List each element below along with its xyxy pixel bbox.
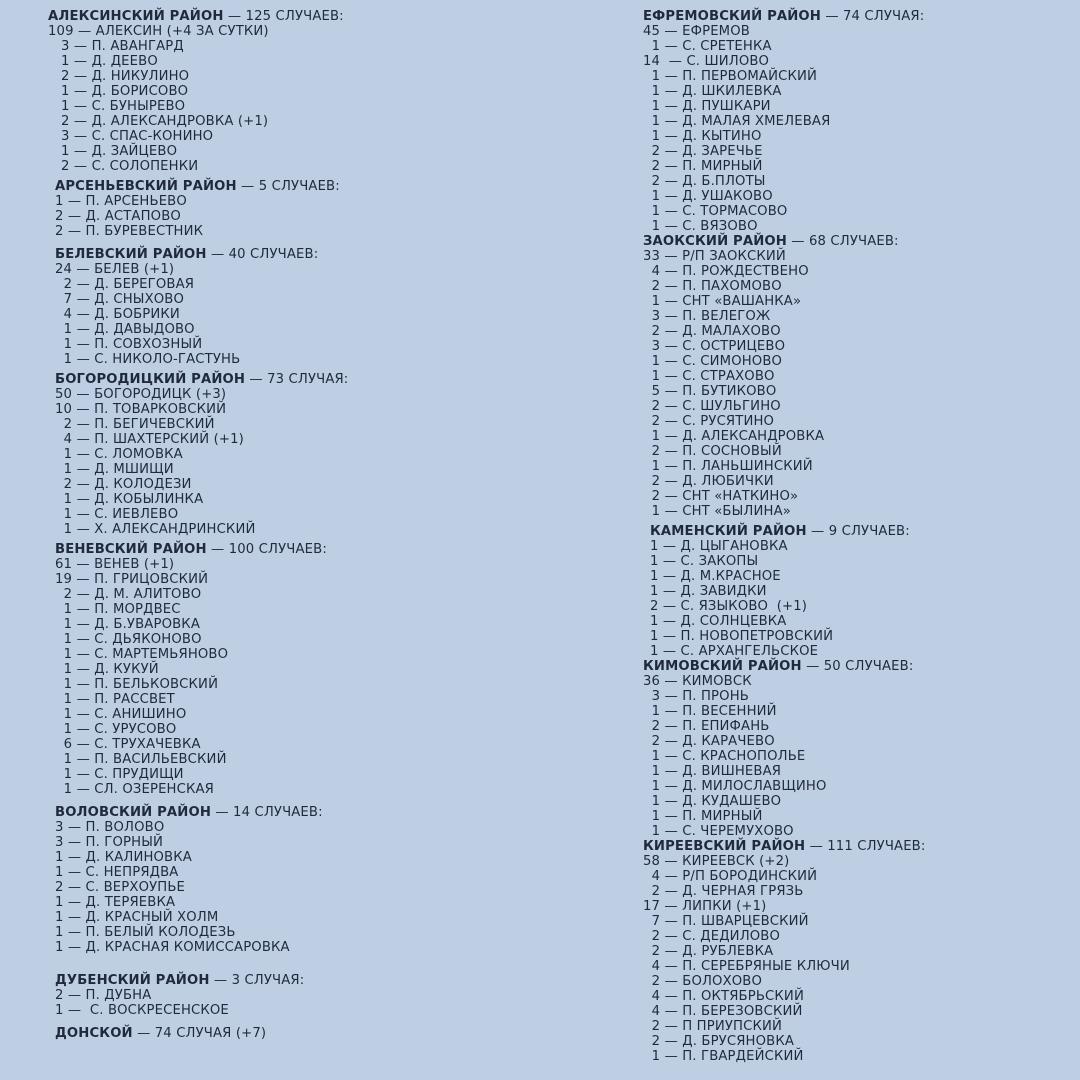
settlement-line: 1 — С. КРАСНОПОЛЬЕ [643,749,806,764]
district-heading [55,247,568,262]
settlement-line: 1 — С. АНИШИНО [55,707,187,722]
district-heading [643,234,1073,249]
district-heading [55,1026,568,1041]
district-count: — 73 СЛУЧАЯ: [245,372,349,387]
settlement-line: 1 — СЛ. ОЗЕРЕНСКАЯ [55,782,214,797]
settlement-line: 1 — Д. КУДАШЕВО [643,794,782,809]
district-heading [55,372,568,387]
settlement-line: 1 — Д. ВИШНЕВАЯ [643,764,782,779]
settlement-line: 4 — П. ШАХТЕРСКИЙ (+1) [55,432,244,447]
right-column [643,9,1073,1064]
settlement-line: 1 — Д. ЗАЙЦЕВО [48,144,178,159]
district-heading [55,805,568,820]
settlement-line: 2 — Д. ЛЮБИЧКИ [643,474,774,489]
settlement-line: 1 — Д. СОЛНЦЕВКА [650,614,787,629]
district-section [48,372,568,537]
settlement-line: 1 — Д. МШИЩИ [55,462,174,477]
district-name: ЗАОКСКИЙ РАЙОН [643,234,787,249]
settlement-line: 2 — Д. АЛЕКСАНДРОВКА (+1) [48,114,269,129]
district-name: БОГОРОДИЦКИЙ РАЙОН [55,372,246,387]
district-count: — 111 СЛУЧАЕВ: [805,839,926,854]
settlement-line: 1 — С. ДЬЯКОНОВО [55,632,202,647]
settlement-line: 1 — Д. ШКИЛЕВКА [643,84,782,99]
settlement-line: 4 — П. БЕРЕЗОВСКИЙ [643,1004,803,1019]
settlement-line: 1 — Д. ПУШКАРИ [643,99,771,114]
settlement-line: 1 — С. МАРТЕМЬЯНОВО [55,647,229,662]
settlement-line: 1 — С. ТОРМАСОВО [643,204,788,219]
settlement-line: 1 — С. ПРУДИЩИ [55,767,184,782]
settlement-line: 2 — П. МИРНЫЙ [643,159,763,174]
settlement-line: 1 — П. ПЕРВОМАЙСКИЙ [643,69,817,84]
settlement-line: 109 — АЛЕКСИН (+4 ЗА СУТКИ) [48,24,269,39]
district-name: ЕФРЕМОВСКИЙ РАЙОН [643,9,821,24]
settlement-line: 2 — С. ВЕРХОУПЬЕ [55,880,186,895]
district-count: — 40 СЛУЧАЕВ: [206,247,319,262]
settlement-line: 4 — Д. БОБРИКИ [55,307,180,322]
settlement-line: 1 — П. МИРНЫЙ [643,809,763,824]
settlement-line: 2 — П. БУРЕВЕСТНИК [55,224,204,239]
settlement-line: 4 — Р/П БОРОДИНСКИЙ [643,869,818,884]
district-count: — 74 СЛУЧАЯ (+7) [132,1026,267,1041]
district-count: — 125 СЛУЧАЕВ: [223,9,344,24]
settlement-line: 36 — КИМОВСК [643,674,752,689]
settlement-line: 2 — Д. МАЛАХОВО [643,324,781,339]
settlement-line: 1 — П. ВАСИЛЬЕВСКИЙ [55,752,227,767]
settlement-line: 1 — Д. МИЛОСЛАВЩИНО [643,779,827,794]
settlement-line: 1 — Д. Б.УВАРОВКА [55,617,200,632]
settlement-line: 2 — С. РУСЯТИНО [643,414,775,429]
settlement-line: 2 — БОЛОХОВО [643,974,763,989]
settlement-line: 2 — П. ДУБНА [55,988,152,1003]
settlement-line: 2 — Д. КОЛОДЕЗИ [55,477,192,492]
district-heading [55,179,568,194]
settlement-line: 4 — П. ОКТЯБРЬСКИЙ [643,989,804,1004]
settlement-line: 5 — П. БУТИКОВО [643,384,777,399]
settlement-line: 50 — БОГОРОДИЦК (+3) [55,387,227,402]
district-section [48,179,568,239]
settlement-line: 1 — Д. ЦЫГАНОВКА [650,539,788,554]
settlement-line: 2 — Д. ЗАРЕЧЬЕ [643,144,763,159]
district-count: — 5 СЛУЧАЕВ: [236,179,340,194]
settlement-line: 2 — Д. М. АЛИТОВО [55,587,202,602]
settlement-line: 1 — Д. КЫТИНО [643,129,762,144]
settlement-line: 2 — Д. БЕРЕГОВАЯ [55,277,195,292]
district-heading [643,524,1073,539]
district-section [643,234,1073,519]
settlement-line: 58 — КИРЕЕВСК (+2) [643,854,790,869]
district-section [643,839,1073,1064]
settlement-line: 45 — ЕФРЕМОВ [643,24,750,39]
settlement-line: 1 — Д. КРАСНЫЙ ХОЛМ [55,910,219,925]
district-count: — 68 СЛУЧАЕВ: [786,234,899,249]
settlement-line: 33 — Р/П ЗАОКСКИЙ [643,249,786,264]
district-section [643,9,1073,234]
settlement-line: 24 — БЕЛЕВ (+1) [55,262,175,277]
settlement-line: 7 — П. ШВАРЦЕВСКИЙ [643,914,809,929]
district-count: — 50 СЛУЧАЕВ: [801,659,914,674]
settlement-line: 1 — С. НИКОЛО-ГАСТУНЬ [55,352,241,367]
settlement-line: 19 — П. ГРИЦОВСКИЙ [55,572,209,587]
district-heading [48,9,568,24]
settlement-line: 1 — Д. УШАКОВО [643,189,773,204]
settlement-line: 3 — П. ПРОНЬ [643,689,749,704]
settlement-line: 1 — Д. ДАВЫДОВО [55,322,195,337]
settlement-line: 1 — П. БЕЛЬКОВСКИЙ [55,677,219,692]
district-name: КИМОВСКИЙ РАЙОН [643,659,802,674]
settlement-line: 1 — П. ЛАНЬШИНСКИЙ [643,459,813,474]
district-section [48,9,568,174]
settlement-line: 14 — С. ШИЛОВО [643,54,770,69]
settlement-line: 2 — Д. КАРАЧЕВО [643,734,775,749]
settlement-line: 7 — Д. СНЫХОВО [55,292,185,307]
district-section [643,524,1073,659]
settlement-line: 3 — П. АВАНГАРД [48,39,184,54]
settlement-line: 1 — С. ВЯЗОВО [643,219,758,234]
settlement-line: 2 — С. ДЕДИЛОВО [643,929,781,944]
settlement-line: 1 — С. ЛОМОВКА [55,447,183,462]
district-section [48,973,568,1018]
settlement-line: 1 — П. ГВАРДЕЙСКИЙ [643,1049,804,1064]
district-section [48,805,568,955]
settlement-line: 1 — С. БУНЫРЕВО [48,99,186,114]
settlement-line: 1 — Х. АЛЕКСАНДРИНСКИЙ [55,522,256,537]
settlement-line: 1 — С. ВОСКРЕСЕНСКОЕ [55,1003,229,1018]
settlement-line: 1 — Д. КУКУЙ [55,662,159,677]
settlement-line: 2 — С. СОЛОПЕНКИ [48,159,199,174]
settlement-line: 1 — С. СТРАХОВО [643,369,775,384]
settlement-line: 2 — П ПРИУПСКИЙ [643,1019,782,1034]
settlement-line: 2 — П. СОСНОВЫЙ [643,444,782,459]
settlement-line: 1 — Д. БОРИСОВО [48,84,189,99]
settlement-line: 2 — СНТ «НАТКИНО» [643,489,799,504]
settlement-line: 1 — СНТ «БЫЛИНА» [643,504,791,519]
district-count: — 100 СЛУЧАЕВ: [206,542,327,557]
settlement-line: 1 — Д. ДЕЕВО [48,54,158,69]
district-section [48,247,568,367]
settlement-line: 1 — П. МОРДВЕС [55,602,181,617]
settlement-line: 10 — П. ТОВАРКОВСКИЙ [55,402,227,417]
settlement-line: 1 — П. БЕЛЫЙ КОЛОДЕЗЬ [55,925,236,940]
district-count: — 3 СЛУЧАЯ: [209,973,305,988]
settlement-line: 2 — П. ЕПИФАНЬ [643,719,770,734]
settlement-line: 1 — С. АРХАНГЕЛЬСКОЕ [650,644,819,659]
district-section [48,1026,568,1041]
settlement-line: 1 — С. ЧЕРЕМУХОВО [643,824,794,839]
settlement-line: 2 — П. БЕГИЧЕВСКИЙ [55,417,215,432]
district-heading [55,973,568,988]
settlement-line: 3 — С. СПАС-КОНИНО [48,129,214,144]
settlement-line: 4 — П. РОЖДЕСТВЕНО [643,264,809,279]
district-name: АЛЕКСИНСКИЙ РАЙОН [48,9,224,24]
settlement-line: 1 — С. ИЕВЛЕВО [55,507,179,522]
settlement-line: 1 — С. УРУСОВО [55,722,177,737]
settlement-line: 1 — СНТ «ВАШАНКА» [643,294,802,309]
settlement-line: 2 — Д. НИКУЛИНО [48,69,190,84]
district-name: ВЕНЕВСКИЙ РАЙОН [55,542,207,557]
settlement-line: 1 — Д. ЗАВИДКИ [650,584,767,599]
settlement-line: 1 — Д. М.КРАСНОЕ [650,569,781,584]
district-heading [55,542,568,557]
settlement-line: 1 — П. НОВОПЕТРОВСКИЙ [650,629,834,644]
district-name: КИРЕЕВСКИЙ РАЙОН [643,839,806,854]
district-name: ДУБЕНСКИЙ РАЙОН [55,973,210,988]
settlement-line: 1 — С. ЗАКОПЫ [650,554,759,569]
district-name: БЕЛЕВСКИЙ РАЙОН [55,247,207,262]
settlement-line: 1 — Д. МАЛАЯ ХМЕЛЕВАЯ [643,114,831,129]
settlement-line: 17 — ЛИПКИ (+1) [643,899,767,914]
settlement-line: 2 — С. ШУЛЬГИНО [643,399,781,414]
district-name: КАМЕНСКИЙ РАЙОН [650,524,807,539]
settlement-line: 1 — С. СИМОНОВО [643,354,783,369]
settlement-line: 1 — П. СОВХОЗНЫЙ [55,337,203,352]
settlement-line: 1 — Д. КРАСНАЯ КОМИССАРОВКА [55,940,290,955]
district-heading [643,659,1073,674]
district-name: ВОЛОВСКИЙ РАЙОН [55,805,212,820]
district-name: ДОНСКОЙ [55,1026,133,1041]
district-name: АРСЕНЬЕВСКИЙ РАЙОН [55,179,237,194]
district-count: — 74 СЛУЧАЯ: [820,9,925,24]
settlement-line: 1 — С. НЕПРЯДВА [55,865,179,880]
settlement-line: 1 — Д. КАЛИНОВКА [55,850,192,865]
settlement-line: 1 — Д. ТЕРЯЕВКА [55,895,176,910]
settlement-line: 2 — П. ПАХОМОВО [643,279,782,294]
settlement-line: 2 — Д. АСТАПОВО [55,209,181,224]
settlement-line: 1 — П. АРСЕНЬЕВО [55,194,187,209]
settlement-line: 4 — П. СЕРЕБРЯНЫЕ КЛЮЧИ [643,959,850,974]
district-heading [643,839,1073,854]
settlement-line: 2 — Д. БРУСЯНОВКА [643,1034,795,1049]
settlement-line: 1 — Д. КОБЫЛИНКА [55,492,204,507]
settlement-line: 1 — Д. АЛЕКСАНДРОВКА [643,429,825,444]
settlement-line: 1 — П. ВЕСЕННИЙ [643,704,777,719]
settlement-line: 61 — ВЕНЕВ (+1) [55,557,175,572]
settlement-line: 3 — П. ГОРНЫЙ [55,835,164,850]
district-section [643,659,1073,839]
settlement-line: 1 — П. РАССВЕТ [55,692,175,707]
district-count: — 14 СЛУЧАЕВ: [211,805,323,820]
settlement-line: 2 — С. ЯЗЫКОВО (+1) [650,599,808,614]
settlement-line: 3 — С. ОСТРИЦЕВО [643,339,786,354]
settlement-line: 2 — Д. ЧЕРНАЯ ГРЯЗЬ [643,884,804,899]
settlement-line: 2 — Д. Б.ПЛОТЫ [643,174,766,189]
settlement-line: 6 — С. ТРУХАЧЕВКА [55,737,201,752]
left-column [48,9,568,1041]
settlement-line: 3 — П. ВЕЛЕГОЖ [643,309,771,324]
settlement-line: 3 — П. ВОЛОВО [55,820,165,835]
settlement-line: 2 — Д. РУБЛЕВКА [643,944,774,959]
district-section [48,542,568,797]
district-count: — 9 СЛУЧАЕВ: [806,524,910,539]
district-heading [643,9,1073,24]
settlement-line: 1 — С. СРЕТЕНКА [643,39,772,54]
